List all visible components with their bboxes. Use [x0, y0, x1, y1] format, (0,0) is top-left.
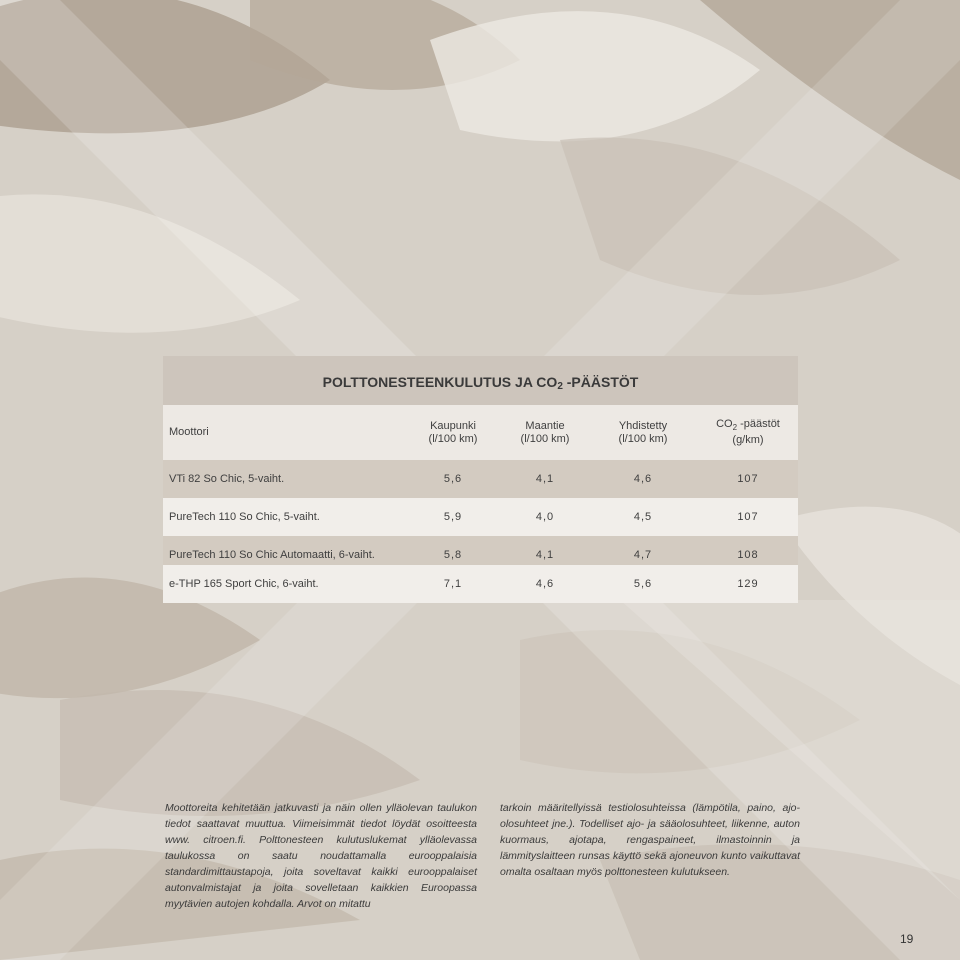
row-city: 5,6 [443, 473, 463, 485]
row-road: 4,1 [535, 473, 555, 485]
header-co2-tail: -päästöt [737, 417, 780, 430]
header-co2 [698, 405, 798, 460]
table-row [163, 460, 798, 498]
title-subscript: 2 [557, 381, 563, 392]
header-road [495, 405, 595, 460]
row-co2: 108 [737, 549, 759, 561]
header-co2-main: CO [716, 417, 733, 430]
row-city: 5,8 [443, 549, 463, 561]
page-number: 19 [900, 932, 914, 946]
row-engine: e-THP 165 Sport Chic, 6-vaiht. [169, 578, 319, 590]
row-co2: 107 [737, 511, 759, 523]
table-title-band [163, 356, 798, 405]
title-tail-text: -PÄÄSTÖT [562, 374, 639, 390]
row-co2: 129 [737, 578, 759, 590]
row-engine: PureTech 110 So Chic Automaatti, 6-vaiht. [169, 549, 375, 561]
header-engine [163, 405, 369, 460]
fuel-consumption-table [163, 356, 798, 603]
header-city [403, 405, 503, 460]
header-combined-line1: Yhdistetty [618, 419, 668, 432]
row-co2: 107 [737, 473, 759, 485]
row-engine: PureTech 110 So Chic, 5-vaiht. [169, 511, 320, 523]
header-city-line2: (l/100 km) [428, 432, 478, 445]
header-engine-label: Moottori [169, 426, 209, 438]
title-main-text: POLTTONESTEENKULUTUS JA CO [322, 374, 558, 390]
header-city-line1: Kaupunki [430, 419, 476, 432]
table-row [163, 498, 798, 536]
header-combined-line2: (l/100 km) [618, 432, 668, 445]
row-combined: 4,6 [633, 473, 653, 485]
row-engine: VTi 82 So Chic, 5-vaiht. [169, 473, 285, 485]
header-co2-sub: 2 [732, 423, 738, 433]
row-road: 4,1 [535, 549, 555, 561]
footnote-right: tarkoin määritellyissä testiolosuhteissa (lämpötila, paino, ajo-olosuhteet jne.). Todelliset ajo- ja sääolosuhteet, liikenne, auton kuormaus, ajotapa, rengaspaineet, ilmastoinnin ja lämmityslaitteen runsas käyttö sekä ajoneuvon kunto vaikuttavat omalta osaltaan myös polttonesteen kulutukseen. [500, 802, 800, 878]
row-combined: 4,5 [633, 511, 653, 523]
header-co2-line2: (g/km) [732, 434, 764, 447]
table-row [163, 565, 798, 603]
row-city: 5,9 [443, 511, 463, 523]
table-title [163, 374, 798, 392]
footnote-left: Moottoreita kehitetään jatkuvasti ja näin ollen ylläolevan taulukon tiedot saattavat muuttua. Viimeisimmät tiedot löydät osoitteesta www. citroen.fi. Polttonesteen kulutuslukemat ylläolevassa taulukossa on saatu noudattamalla eurooppalaisia standardimittaustapoja, joita soveltavat kaikki eurooppalaiset autonvalmistajat ja joita sovelletaan kaikkien Euroopassa myytävien autojen kohdalla. Arvot on mitattu [165, 802, 477, 910]
row-combined: 4,7 [633, 549, 653, 561]
row-road: 4,6 [535, 578, 555, 590]
row-combined: 5,6 [633, 578, 653, 590]
header-combined [593, 405, 693, 460]
row-road: 4,0 [535, 511, 555, 523]
row-city: 7,1 [443, 578, 463, 590]
header-road-line1: Maantie [525, 419, 565, 432]
header-road-line2: (l/100 km) [520, 432, 570, 445]
table-header-row [163, 405, 798, 460]
